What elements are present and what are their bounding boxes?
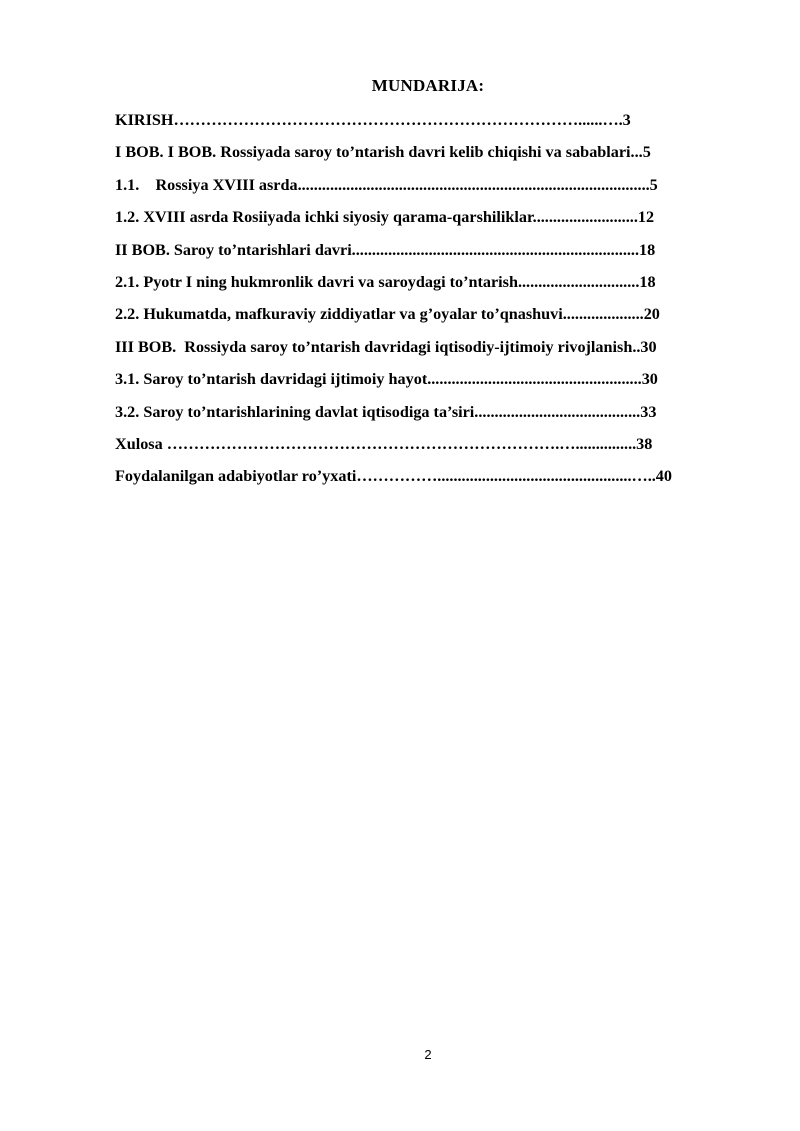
toc-entry-section-1-2 — [115, 204, 745, 236]
toc-entry-chapter-1 — [115, 139, 745, 171]
toc-entry-text: 2.2. Hukumatda, mafkuraviy ziddiyatlar va g’oyalar to’qnashuvi....................20 — [115, 305, 660, 324]
toc-entry-section-2-2 — [115, 301, 745, 333]
toc-entry-xulosa — [115, 431, 745, 463]
page-number: 2 — [424, 1047, 432, 1062]
toc-entry-section-3-1 — [115, 366, 745, 398]
toc-entry-section-1-1 — [115, 172, 745, 204]
toc-entry-text: Xulosa ……………………………………………………………….…...............38 — [115, 434, 653, 453]
toc-entry-text: 3.2. Saroy to’ntarishlarining davlat iqtisodiga ta’siri.........................................33 — [115, 402, 657, 421]
toc-entry-section-2-1 — [115, 269, 745, 301]
toc-title: MUNDARIJA: — [371, 76, 485, 95]
toc-entry-chapter-3 — [115, 334, 745, 366]
toc-entry-text: 1.1. Rossiya XVIII asrda.......................................................................................5 — [115, 175, 658, 194]
toc-entry-bibliography — [115, 463, 745, 495]
toc-entry-text: Foydalanilgan adabiyotlar ro’yxati……………................................................…..40 — [115, 467, 672, 486]
toc-entry-text: II BOB. Saroy to’ntarishlari davri.......................................................................18 — [115, 240, 656, 259]
toc-entry-text: 1.2. XVIII asrda Rosiiyada ichki siyosiy qarama-qarshiliklar..........................12 — [115, 208, 655, 227]
toc-entry-text: 3.1. Saroy to’ntarish davridagi ijtimoiy hayot.....................................................30 — [115, 370, 658, 389]
toc-entry-text: 2.1. Pyotr I ning hukmronlik davri va saroydagi to’ntarish..............................18 — [115, 272, 656, 291]
toc-entry-text: I BOB. I BOB. Rossiyada saroy to’ntarish davri kelib chiqishi va sabablari...5 — [115, 143, 651, 162]
toc-entry-text: KIRISH…………………………………………………………………......….3 — [115, 111, 631, 129]
toc-entry-section-3-2 — [115, 399, 745, 431]
toc-entry-text: III BOB. Rossiyda saroy to’ntarish davridagi iqtisodiy-ijtimoiy rivojlanish..30 — [115, 337, 657, 356]
table-of-contents — [115, 107, 745, 496]
toc-entry-chapter-2 — [115, 237, 745, 269]
toc-entry-kirish — [115, 107, 745, 139]
